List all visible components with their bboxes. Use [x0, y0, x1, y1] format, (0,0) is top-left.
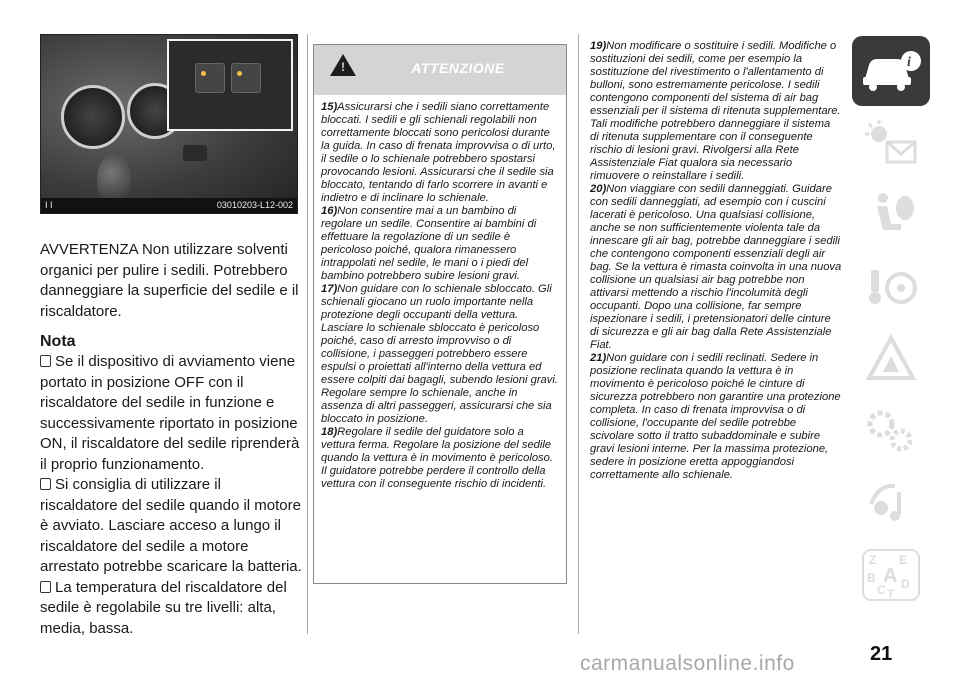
watermark: carmanualsonline.info: [580, 652, 795, 675]
emergency-icon[interactable]: [852, 324, 930, 394]
warning-item: 15)Assicurarsi che i sedili siano correttamente bloccati. I sedili e gli schienali regolabili non correttamente bloccati sono pericolosi durante la guida. In caso di frenata improvvisa o di urto, il sedile o lo schienale potrebbero spostarsi provocando lesioni. Assicurarsi che il sedile sia bloccato, tentando di farlo scorrere in avanti e indietro e di inclinare lo schienale.: [321, 101, 556, 204]
left-column: [40, 240, 302, 639]
warning-triangle-icon: !: [330, 54, 356, 76]
figure-caption: [41, 198, 297, 213]
nota-heading: Nota: [40, 333, 76, 350]
figure-image: [40, 34, 298, 214]
svg-text:T: T: [887, 587, 895, 601]
svg-text:E: E: [899, 553, 908, 567]
note-icon: [40, 581, 51, 593]
warning-item: 19)Non modificare o sostituire i sedili. Modifiche o sostituzioni dei sedili, come per esempio la sostituzione del rivestimento o l'allentamento di bulloni, sono estremamente pericolose. I sedili contengono componenti del sistema di air bag essenziali per il sistema di ritenuta supplementare. Tali modifiche potrebbero danneggiare il sistema di ritenuta supplementare con il conseguente rischio di lesioni gravi. Rivolgersi alla Rete Assistenziale Fiat qualora sia necessario rimuovere o reinstallare i sedili.: [590, 40, 841, 182]
index-letters-icon[interactable]: [852, 540, 930, 610]
section-sidebar[interactable]: [852, 36, 932, 612]
advisory-text: AVVERTENZA Non utilizzare solventi organici per pulire i sedili. Potrebbero danneggiare la superficie del sedile e il riscaldatore.: [40, 241, 299, 320]
svg-text:B: B: [867, 571, 876, 585]
gears-maintenance-icon[interactable]: [852, 396, 930, 466]
page-number: 21: [870, 643, 893, 665]
warning-title: ATTENZIONE: [411, 60, 505, 76]
seat-heater-switch: [195, 63, 225, 93]
multimedia-icon[interactable]: [852, 468, 930, 538]
note-item: Se il dispositivo di avviamento viene portato in posizione OFF con il riscaldatore del sedile in funzione e successivamente riportato in posizione ON, il riscaldatore del sedile riprenderà il proprio funzionamento.: [40, 353, 300, 473]
figure-label: I I: [45, 200, 53, 210]
warning-item: 21)Non guidare con i sedili reclinati. Sedere in posizione reclinata quando la vettura è in movimento è pericoloso poiché le cinture di sicurezza potrebbero non garantire una protezione completa. In caso di frenata improvvisa o di collisione, l'occupante del sedile potrebbe scivolare sotto il tratto subaddominale e subire gravi lesioni interne. Per la massima protezione, sedere in posizione eretta appoggiandosi correttamente allo schienale.: [590, 352, 841, 481]
dashboard-gauge: [61, 85, 125, 149]
warning-item: 18)Regolare il sedile del guidatore solo a vettura ferma. Regolare la posizione del sedile quando la vettura è in movimento è pericoloso. Il guidatore potrebbe perdere il controllo della vettura con il conseguente rischio di incidenti.: [321, 426, 553, 490]
svg-text:D: D: [901, 577, 910, 591]
note-item: Si consiglia di utilizzare il riscaldatore del sedile quando il motore è avviato. Lasciare acceso a lungo il riscaldatore del sedile a motore arrestato potrebbe scaricare la batteria.: [40, 476, 302, 575]
warning-item: 20)Non viaggiare con sedili danneggiati. Guidare con sedili danneggiati, ad esempio con i cuscini lacerati è pericoloso. Una qualsiasi collisione, anche se non sufficientemente violenta tale da innescare gli air bag, potrebbe danneggiare i sedili che contengono componenti essenziali degli air bag. Se la vettura è rimasta coinvolta in una nuova collisione un qualsiasi air bag potrebbe non attivarsi mettendo a rischio l'incolumità degli occupanti. Dopo una collisione, far sempre ispezionare i sedili, i pretensionatori delle cinture di sicurezza e gli air bag dalla Rete Assistenziale Fiat.: [590, 183, 842, 351]
svg-text:Z: Z: [869, 553, 877, 567]
switch-panel: [183, 145, 207, 161]
key-steering-icon[interactable]: [852, 252, 930, 322]
figure-inset: [167, 39, 293, 131]
svg-text:A: A: [883, 565, 898, 587]
column-divider: [307, 34, 308, 634]
seat-heater-switch: [231, 63, 261, 93]
column-divider: [578, 34, 579, 634]
warning-item: 17)Non guidare con lo schienale sbloccato. Gli schienali giocano un ruolo importante nella protezione degli occupanti della vettura. Lasciare lo schienale sbloccato è pericoloso poiché, caso di arresto improvviso o di collisione, i passeggeri potrebbero essere espulsi o proiettati all'interno della vettura ed essere colpiti dai bagagli, subendo lesioni gravi. Regolare sempre lo schienale, anche in assenza di altri passeggeri, assicurarsi che sia bloccato in posizione.: [321, 283, 558, 425]
svg-text:C: C: [877, 583, 886, 597]
warning-header: [314, 45, 566, 95]
airbag-seat-icon[interactable]: [852, 180, 930, 250]
svg-text:i: i: [907, 55, 911, 70]
figure-code: 03010203-L12-002: [216, 200, 293, 210]
warning-item: 16)Non consentire mai a un bambino di regolare un sedile. Consentire ai bambini di effettuare la regolazione di un sedile è pericoloso poiché, qualora rimanessero intrappolati nel sedile, le mani o i piedi del bambino potrebbero subire lesioni gravi.: [321, 205, 537, 282]
car-info-icon[interactable]: [852, 36, 930, 106]
warning-lights-icon[interactable]: [852, 108, 930, 178]
warning-body: [314, 95, 566, 491]
note-icon: [40, 355, 51, 367]
note-icon: [40, 478, 51, 490]
right-column: [590, 40, 842, 482]
warning-box: [313, 44, 567, 584]
note-item: La temperatura del riscaldatore del sedile è regolabile su tre livelli: alta, media, bassa.: [40, 578, 287, 637]
